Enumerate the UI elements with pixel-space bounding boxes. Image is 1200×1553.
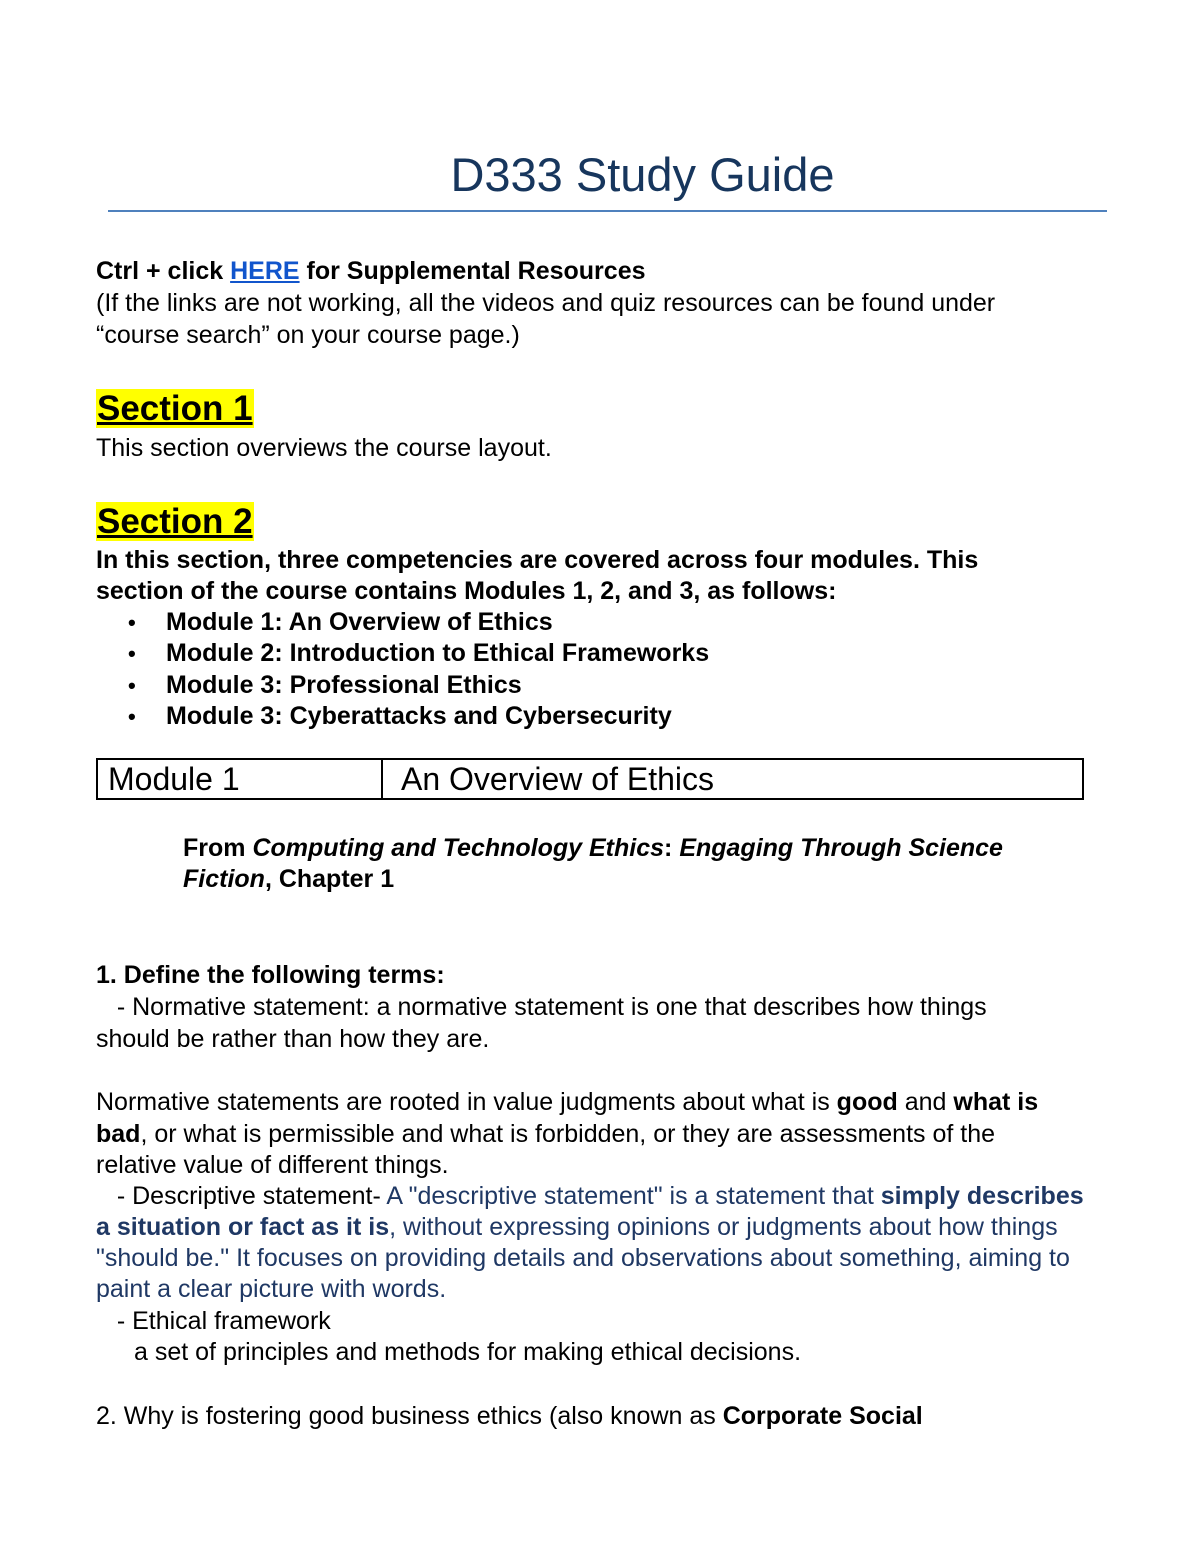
text-run: A "descriptive statement" is a statement that [386, 1182, 881, 1210]
text-run-bold: simply describes [880, 1182, 1084, 1210]
text-run-bold: what is [953, 1088, 1039, 1116]
text-run: , or what is permissible and what is forbidden, or they are assessments of the [140, 1120, 996, 1148]
normative-rooted-line3: relative value of different things. [96, 1151, 449, 1179]
module-item-label: Module 2: Introduction to Ethical Frameworks [166, 639, 710, 668]
module-header-table [96, 758, 1084, 800]
q2-line [96, 1401, 923, 1432]
section1-heading [96, 389, 254, 429]
section1-text: This section overviews the course layout. [96, 434, 552, 462]
descriptive-line1 [96, 1181, 1084, 1212]
list-item [128, 670, 709, 701]
descriptive-line4: paint a clear picture with words. [96, 1275, 447, 1303]
section1-heading-text: Section 1 [97, 389, 253, 428]
source-colon: : [664, 834, 680, 862]
text-run-bold: good [836, 1088, 898, 1116]
resources-note-line1: (If the links are not working, all the videos and quiz resources can be found under [96, 289, 996, 317]
module-item-label: Module 3: Cyberattacks and Cybersecurity [166, 701, 672, 730]
source-book-title-c: Fiction [183, 865, 265, 893]
resources-suffix: for Supplemental Resources [299, 257, 646, 285]
module-title-cell: An Overview of Ethics [401, 761, 714, 797]
list-item [128, 607, 709, 638]
source-book-title-a: Computing and Technology Ethics [252, 834, 665, 862]
normative-rooted-line2 [96, 1119, 995, 1150]
resources-line [96, 256, 646, 287]
section2-heading-text: Section 2 [97, 502, 253, 541]
q1-heading: 1. Define the following terms: [96, 961, 445, 989]
text-run: and [897, 1088, 954, 1116]
list-item [128, 701, 709, 732]
normative-definition-line1: - Normative statement: a normative statement is one that describes how things [96, 993, 987, 1021]
text-run: , without expressing opinions or judgments about how things [389, 1213, 1058, 1241]
descriptive-line3: "should be." It focuses on providing details and observations about something, aiming to [96, 1244, 1070, 1272]
source-book-title-b: Engaging Through Science [679, 834, 1003, 862]
page-title: D333 Study Guide [450, 148, 835, 201]
module-item-label: Module 3: Professional Ethics [166, 670, 522, 699]
text-run-bold: a situation or fact as it is [96, 1213, 390, 1241]
list-item [128, 638, 709, 669]
module-number-cell: Module 1 [98, 760, 383, 798]
module-item-label: Module 1: An Overview of Ethics [166, 608, 553, 636]
text-run: 2. Why is fostering good business ethics (also known as [96, 1402, 723, 1430]
bullet-icon: • [128, 703, 136, 729]
normative-rooted-line1 [96, 1087, 1038, 1118]
descriptive-label: - Descriptive statement- [96, 1182, 387, 1210]
text-run: Normative statements are rooted in value judgments about what is [96, 1088, 837, 1116]
section2-intro-line2: section of the course contains Modules 1, 2, and 3, as follows: [96, 577, 837, 605]
bullet-icon: • [128, 610, 136, 635]
bullet-icon: • [128, 641, 136, 667]
title-underline [108, 210, 1107, 212]
section2-heading [96, 502, 254, 542]
resources-prefix: Ctrl + click [96, 257, 231, 285]
text-run-bold: bad [96, 1120, 141, 1148]
text-run-bold: Corporate Social [722, 1402, 923, 1430]
source-chapter: , Chapter 1 [264, 865, 395, 893]
section2-intro-line1: In this section, three competencies are covered across four modules. This [96, 546, 979, 574]
resources-note-line2: “course search” on your course page.) [96, 321, 520, 349]
source-line1 [183, 833, 1003, 864]
supplemental-resources-link[interactable]: HERE [230, 257, 300, 285]
framework-definition: a set of principles and methods for making ethical decisions. [134, 1338, 802, 1366]
source-from: From [183, 834, 253, 862]
bullet-icon: • [128, 672, 136, 698]
normative-definition-line2: should be rather than how they are. [96, 1025, 490, 1053]
descriptive-line2 [96, 1212, 1058, 1243]
source-line2 [183, 864, 394, 895]
module-list [128, 607, 709, 732]
framework-label: - Ethical framework [96, 1307, 331, 1335]
